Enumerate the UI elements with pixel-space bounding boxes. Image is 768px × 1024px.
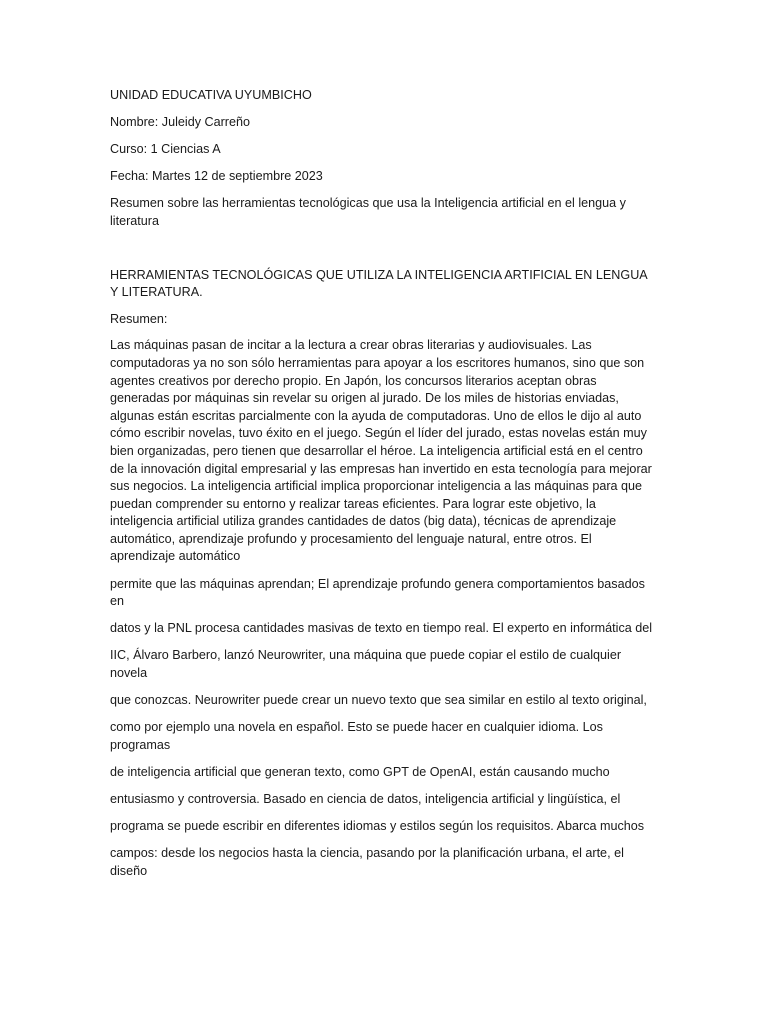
continuation-line: datos y la PNL procesa cantidades masivas de texto en tiempo real. El experto en informática del [110,621,653,636]
continuation-line: programa se puede escribir en diferentes idiomas y estilos según los requisitos. Abarca muchos [110,819,645,833]
continuation-line: campos: desde los negocios hasta la ciencia, pasando por la planificación urbana, el arte, el diseño [110,846,624,878]
school-name: UNIDAD EDUCATIVA UYUMBICHO [110,88,312,102]
body-paragraph: Las máquinas pasan de incitar a la lectura a crear obras literarias y audiovisuales. Las computadoras ya no son sólo herramientas para apoyar a los escritores humanos, sino que son agentes creativos por derecho propio. En Japón, los concursos literarios aceptan obras generadas por máquinas sin revelar su origen al jurado. De los miles de historias enviadas, algunas están escritas parcialmente con la ayuda de computadoras. Uno de ellos le dijo al auto cómo escribir novelas, tuvo éxito en el juego. Según el líder del jurado, estas novelas están muy bien organizadas, pero tienen que desarrollar el héroe. La inteligencia artificial está en el centro de la innovación digital empresarial y las empresas han invertido en esta tecnología para mejorar sus negocios. La inteligencia artificial implica proporcionar inteligencia a las máquinas para que puedan comprender su entorno y realizar tareas eficientes. Para lograr este objetivo, la inteligencia artificial utiliza grandes cantidades de datos (big data), técnicas de aprendizaje automático, aprendizaje profundo y procesamiento del lenguaje natural, entre otros. El aprendizaje automático [110,338,652,564]
student-name: Nombre: Juleidy Carreño [110,115,250,130]
date: Fecha: Martes 12 de septiembre 2023 [110,169,323,184]
continuation-line: como por ejemplo una novela en español. Esto se puede hacer en cualquier idioma. Los programas [110,720,603,752]
summary-label: Resumen: [110,311,168,326]
continuation-line: entusiasmo y controversia. Basado en ciencia de datos, inteligencia artificial y lingüística, el [110,791,621,806]
course: Curso: 1 Ciencias A [110,142,221,157]
continuation-line: de inteligencia artificial que generan texto, como GPT de OpenAI, están causando mucho [110,764,610,779]
continuation-line: IIC, Álvaro Barbero, lanzó Neurowriter, una máquina que puede copiar el estilo de cualquier novela [110,648,622,680]
document-title: HERRAMIENTAS TECNOLÓGICAS QUE UTILIZA LA INTELIGENCIA ARTIFICIAL EN LENGUA Y LITERATURA. [110,267,647,300]
assignment-subject: Resumen sobre las herramientas tecnológicas que usa la Inteligencia artificial en el lengua y literatura [110,196,626,228]
continuation-line: que conozcas. Neurowriter puede crear un nuevo texto que sea similar en estilo al texto original, [110,693,647,708]
continuation-line: permite que las máquinas aprendan; El aprendizaje profundo genera comportamientos basados en [110,576,645,609]
